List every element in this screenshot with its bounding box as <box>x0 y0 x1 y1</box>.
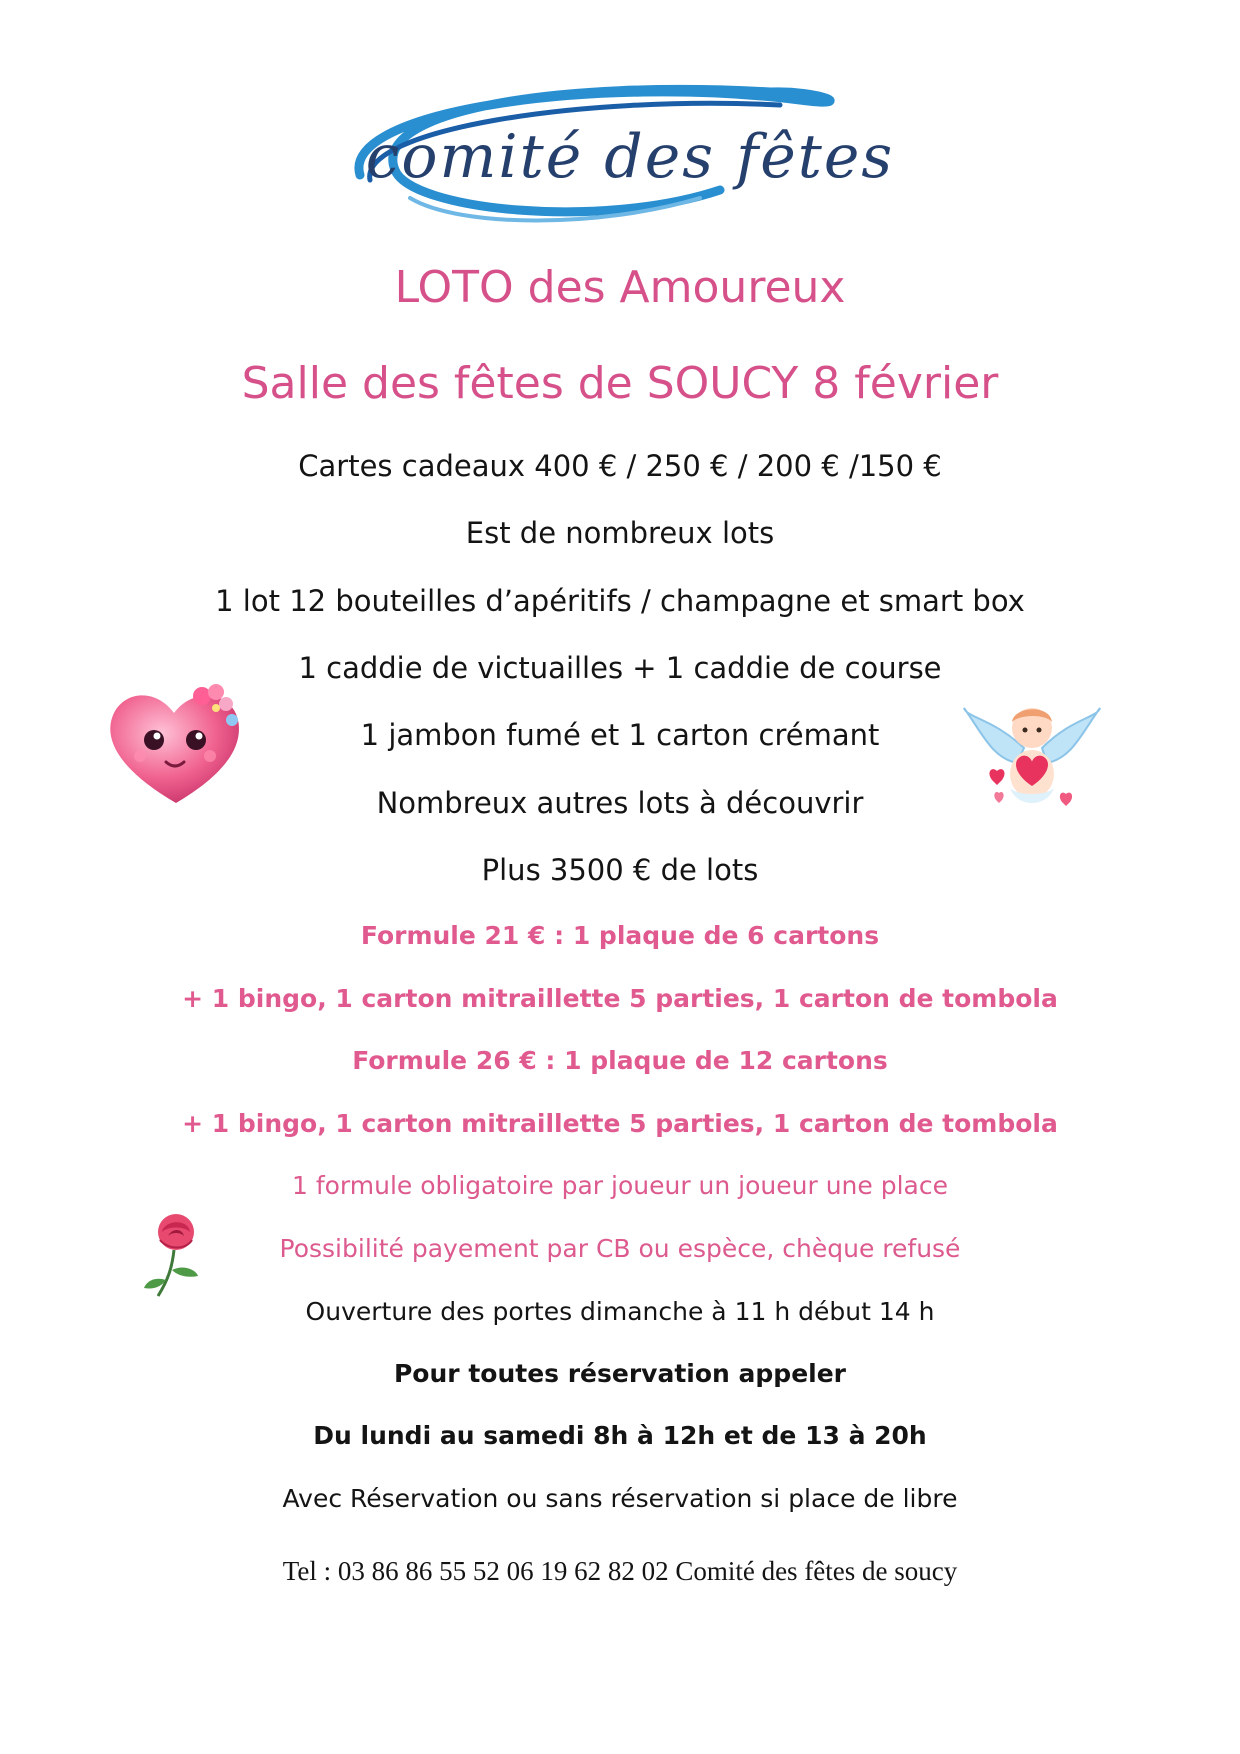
opening-hours: Ouverture des portes dimanche à 11 h début 14 h <box>305 1297 935 1326</box>
reservation-call: Pour toutes réservation appeler <box>393 1359 847 1388</box>
heart-character-icon <box>104 678 249 810</box>
prize-line: 1 caddie de victuailles + 1 caddie de course <box>298 651 942 685</box>
formula-line: + 1 bingo, 1 carton mitraillette 5 parties, 1 carton de tombola <box>182 1109 1058 1138</box>
rule-line: 1 formule obligatoire par joueur un joueur une place <box>291 1171 948 1200</box>
formula-line: + 1 bingo, 1 carton mitraillette 5 parties, 1 carton de tombola <box>182 984 1058 1013</box>
rule-line: Possibilité payement par CB ou espèce, chèque refusé <box>279 1234 961 1263</box>
event-subtitle: Salle des fêtes de SOUCY 8 février <box>241 358 999 409</box>
formula-line: Formule 26 € : 1 plaque de 12 cartons <box>352 1046 888 1075</box>
prize-line: 1 lot 12 bouteilles d’apéritifs / champagne et smart box <box>215 584 1025 618</box>
formula-line: Formule 21 € : 1 plaque de 6 cartons <box>360 921 880 950</box>
reservation-hours: Du lundi au samedi 8h à 12h et de 13 à 20h <box>313 1421 927 1450</box>
cupid-icon <box>962 688 1102 828</box>
prize-line: Plus 3500 € de lots <box>481 853 759 887</box>
prize-line: Nombreux autres lots à découvrir <box>376 786 864 820</box>
page-title: LOTO des Amoureux <box>394 262 846 313</box>
prize-line: 1 jambon fumé et 1 carton crémant <box>360 718 880 752</box>
contact-line: Tel : 03 86 86 55 52 06 19 62 82 02 Comité des fêtes de soucy <box>282 1556 958 1586</box>
prize-line: Cartes cadeaux 400 € / 250 € / 200 € /150 € <box>298 449 942 483</box>
prize-line: Est de nombreux lots <box>465 516 775 550</box>
reservation-note: Avec Réservation ou sans réservation si place de libre <box>282 1484 958 1513</box>
logo-text: comité des fêtes <box>365 122 895 192</box>
rose-icon <box>138 1210 213 1298</box>
comite-logo <box>300 80 960 240</box>
